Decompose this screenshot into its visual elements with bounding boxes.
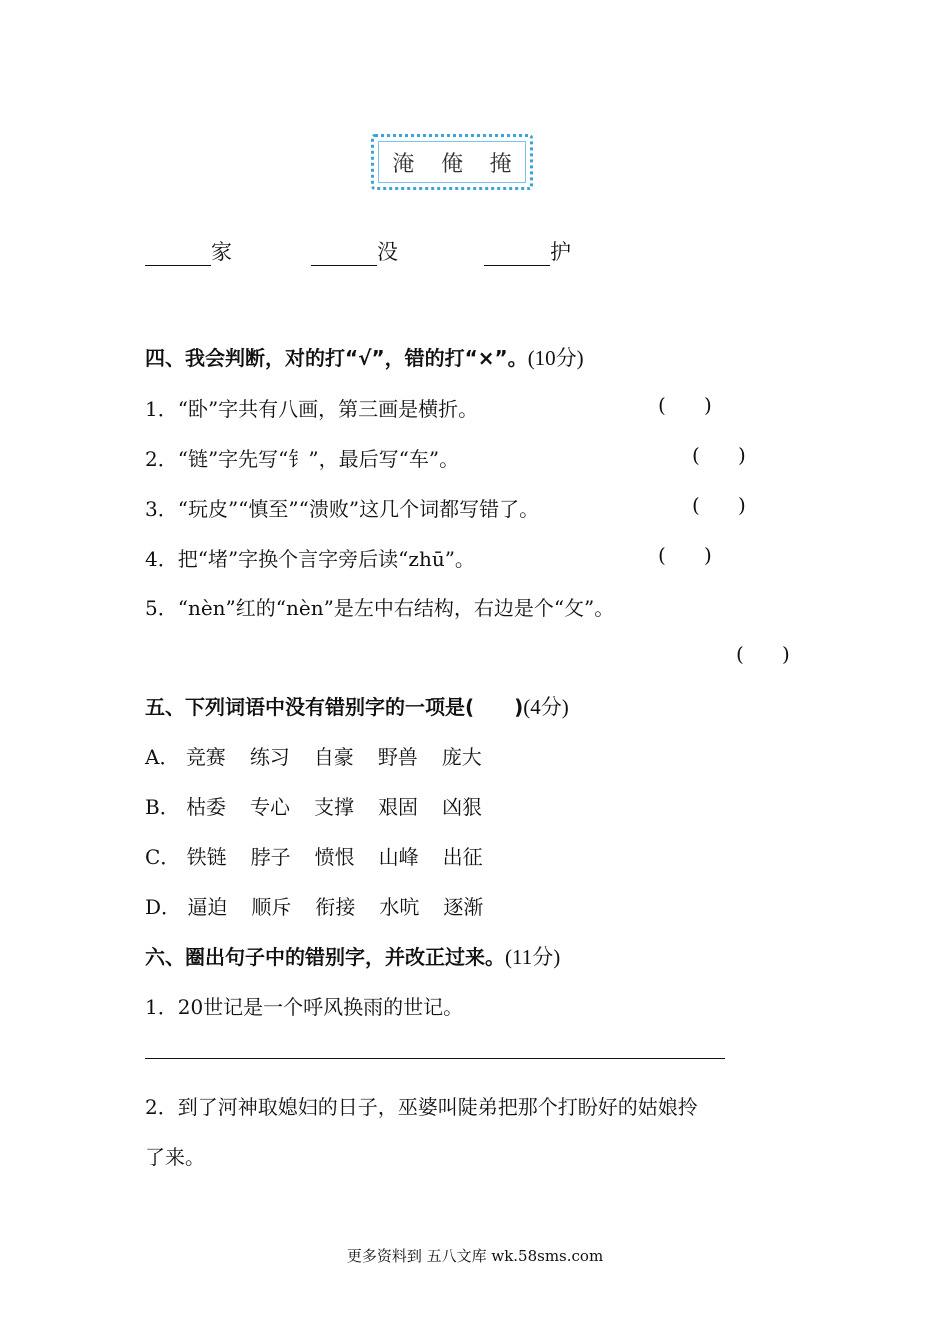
option-word: 出征 xyxy=(442,845,483,869)
section6-title: 六、圈出句子中的错别字，并改正过来。 xyxy=(145,945,505,969)
paren-close: ) xyxy=(738,493,746,517)
option-a[interactable] xyxy=(145,741,506,770)
item-text: “玩皮”“慎至”“溃败”这几个词都写错了。 xyxy=(177,497,540,521)
correct-item-2 xyxy=(145,1091,698,1120)
option-d[interactable] xyxy=(145,891,507,920)
option-word: 自豪 xyxy=(313,745,354,769)
answer-parentheses[interactable] xyxy=(658,543,712,567)
item-number: 1． xyxy=(145,397,178,421)
box-char-3: 掩 xyxy=(489,151,512,177)
option-word: 庞大 xyxy=(441,745,482,769)
option-word: 支撑 xyxy=(314,795,355,819)
option-b[interactable] xyxy=(145,791,506,820)
blank-item-2 xyxy=(311,236,398,266)
paren-open: ( xyxy=(692,493,700,517)
item-text: 到了河神取媳妇的日子，巫婆叫陡弟把那个打盼好的姑娘拎 xyxy=(177,1095,698,1119)
option-word: 枯委 xyxy=(186,795,227,819)
option-word: 专心 xyxy=(250,795,291,819)
item-number: 2． xyxy=(145,1095,178,1119)
option-word: 凶狠 xyxy=(442,795,483,819)
section4-heading xyxy=(145,342,584,372)
paren-open: ( xyxy=(692,443,700,467)
blank-line[interactable] xyxy=(484,243,550,266)
judge-item-2 xyxy=(145,443,459,472)
section6-score: (11分) xyxy=(505,945,561,969)
section5-score: (4分) xyxy=(523,695,569,719)
answer-parentheses[interactable] xyxy=(736,642,790,666)
paren-open: ( xyxy=(658,543,666,567)
blank-item-1 xyxy=(145,236,232,266)
item-text-continued: 了来。 xyxy=(145,1145,205,1169)
judge-item-5 xyxy=(145,592,614,621)
option-word: 山峰 xyxy=(378,845,419,869)
footer-link[interactable]: 更多资料到 五八文库 wk.58sms.com xyxy=(346,1247,604,1265)
option-word: 铁链 xyxy=(186,845,227,869)
answer-parentheses[interactable] xyxy=(692,443,746,467)
box-char-2: 俺 xyxy=(440,151,463,177)
paren-close: ) xyxy=(704,543,712,567)
answer-line[interactable] xyxy=(145,1058,725,1059)
section6-heading xyxy=(145,941,560,971)
option-word: 顺斥 xyxy=(251,895,292,919)
item-text: “nèn”红的“nèn”是左中右结构，右边是个“攵”。 xyxy=(177,596,615,620)
option-c[interactable] xyxy=(145,841,507,870)
section5-title: 五、下列词语中没有错别字的一项是( ) xyxy=(145,695,524,719)
blank-line[interactable] xyxy=(145,243,211,266)
option-label: A． xyxy=(145,745,180,769)
blank-line[interactable] xyxy=(311,243,377,266)
option-word: 水吭 xyxy=(379,895,420,919)
paren-close: ) xyxy=(738,443,746,467)
item-number: 2． xyxy=(145,447,178,471)
blank-suffix: 护 xyxy=(550,240,571,264)
character-box xyxy=(371,134,533,190)
option-word: 练习 xyxy=(249,745,290,769)
judge-item-4 xyxy=(145,543,475,572)
item-text: 把“堵”字换个言字旁后读“zhū”。 xyxy=(177,547,475,571)
item-text: “卧”字共有八画，第三画是横折。 xyxy=(177,397,479,421)
option-word: 愤恨 xyxy=(314,845,355,869)
item-text: “链”字先写“钅”，最后写“车”。 xyxy=(177,447,460,471)
blank-suffix: 家 xyxy=(211,240,232,264)
section5-heading xyxy=(145,691,569,721)
answer-parentheses[interactable] xyxy=(658,393,712,417)
paren-close: ) xyxy=(704,393,712,417)
blank-item-3 xyxy=(484,236,571,266)
option-word: 艰固 xyxy=(378,795,419,819)
option-word: 衔接 xyxy=(315,895,356,919)
paren-open: ( xyxy=(658,393,666,417)
item-number: 4． xyxy=(145,547,178,571)
section4-title: 四、我会判断，对的打“√”，错的打“×”。 xyxy=(145,346,528,370)
correct-item-1 xyxy=(145,991,463,1020)
option-word: 逼迫 xyxy=(187,895,228,919)
paren-open: ( xyxy=(736,642,744,666)
option-word: 竞赛 xyxy=(185,745,226,769)
option-label: B． xyxy=(145,795,180,819)
item-text: 20世记是一个呼风换雨的世记。 xyxy=(177,995,464,1019)
item-number: 5． xyxy=(145,596,178,620)
option-word: 脖子 xyxy=(250,845,291,869)
section4-score: (10分) xyxy=(527,346,584,370)
option-label: D． xyxy=(145,895,182,919)
option-label: C． xyxy=(145,845,181,869)
paren-close: ) xyxy=(782,642,790,666)
judge-item-1 xyxy=(145,393,478,422)
option-word: 逐渐 xyxy=(443,895,484,919)
item-number: 1． xyxy=(145,995,178,1019)
correct-item-2-continued xyxy=(145,1141,205,1170)
answer-parentheses[interactable] xyxy=(692,493,746,517)
box-char-1: 淹 xyxy=(392,151,415,177)
blank-suffix: 没 xyxy=(377,240,398,264)
judge-item-3 xyxy=(145,493,539,522)
option-word: 野兽 xyxy=(377,745,418,769)
item-number: 3． xyxy=(145,497,178,521)
